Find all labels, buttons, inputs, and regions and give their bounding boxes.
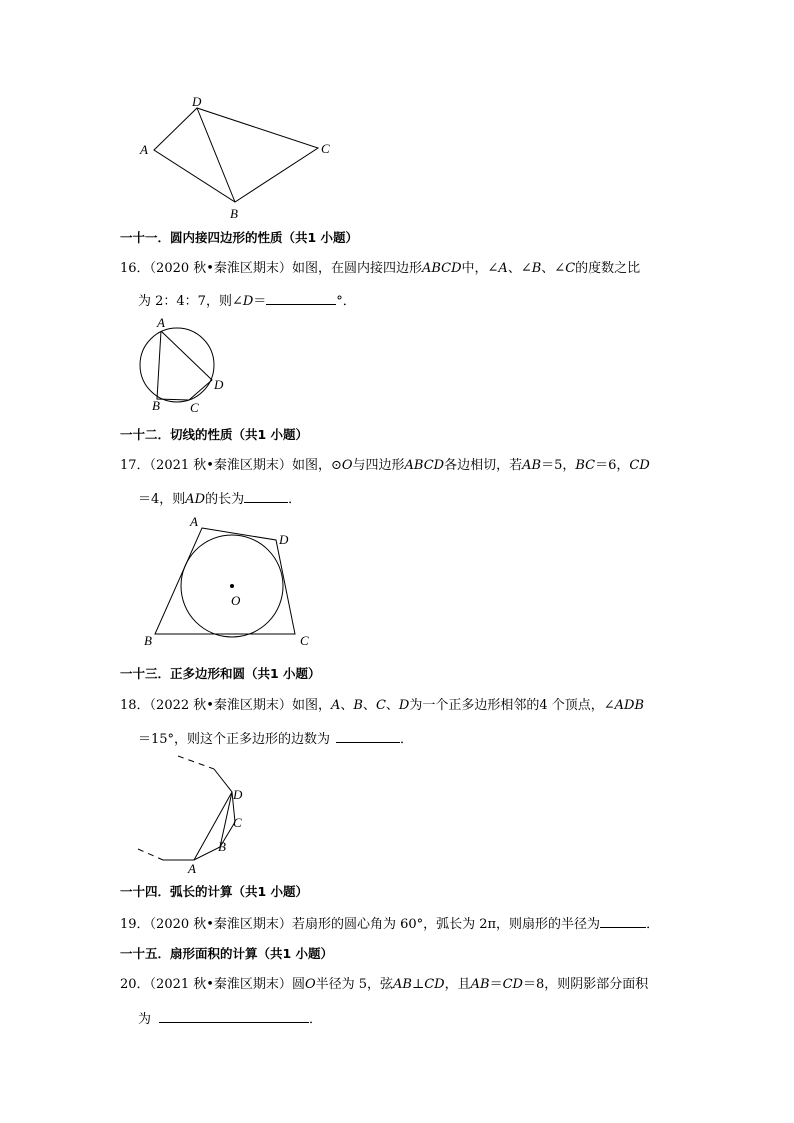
circle (140, 328, 214, 402)
figure-tangential-quadrilateral (130, 510, 330, 655)
q17-source: （2021 秋•秦淮区期末） (149, 458, 292, 473)
q18-answer-blank[interactable] (336, 730, 400, 743)
segment-ad (194, 792, 232, 860)
label-a: A (157, 315, 165, 330)
q16-answer-blank[interactable] (266, 292, 336, 305)
dashed-edge-top (178, 756, 214, 769)
q20-line2: 为 ． (138, 1012, 323, 1027)
label-d: D (214, 377, 224, 392)
label-b: B (230, 206, 238, 221)
dashed-edge-bottom (138, 849, 163, 860)
q20-line1: 20．（2021 秋•秦淮区期末）圆O半径为 5，弦AB⊥CD，且AB＝CD＝8，则阴影部分面积 (120, 977, 649, 992)
q20-source: （2021 秋•秦淮区期末） (149, 977, 292, 992)
label-a: A (190, 514, 198, 529)
section-13-title: 一十三．正多边形和圆（共1 小题） (120, 666, 321, 681)
q17-number: 17． (120, 458, 150, 473)
q20-number: 20． (120, 977, 150, 992)
label-b: B (152, 398, 160, 413)
q18-source: （2022 秋•秦淮区期末） (149, 698, 292, 713)
q16-line1: 16．（2020 秋•秦淮区期末）如图，在圆内接四边形ABCD中，∠A、∠B、∠C的度数之比 (120, 261, 641, 276)
label-c: C (233, 815, 242, 830)
center-dot (230, 584, 234, 588)
label-c: C (190, 400, 199, 415)
quad-outline (155, 528, 295, 634)
inscribed-quad (157, 331, 212, 400)
figure-quadrilateral-abcd (130, 90, 350, 225)
q18-line2: ＝15°，则这个正多边形的边数为 ． (138, 732, 414, 747)
figure-inscribed-quadrilateral (130, 310, 240, 420)
q16-number: 16． (120, 261, 150, 276)
label-o: O (231, 593, 241, 608)
figure-regular-polygon (130, 752, 270, 877)
q17-line2: ＝4，则AD的长为 ． (138, 492, 302, 507)
q19-source: （2020 秋•秦淮区期末） (149, 917, 292, 932)
q19-answer-blank[interactable] (600, 915, 646, 928)
q17-line1: 17．（2021 秋•秦淮区期末）如图，⊙O与四边形ABCD各边相切，若AB＝5，BC＝6，CD (120, 458, 650, 473)
q18-number: 18． (120, 698, 150, 713)
q19-number: 19． (120, 917, 150, 932)
label-a: A (140, 142, 148, 157)
section-12-title: 一十二．切线的性质（共1 小题） (120, 427, 309, 442)
label-b: B (144, 633, 152, 648)
q17-answer-blank[interactable] (244, 490, 288, 503)
label-c: C (300, 633, 309, 648)
q20-answer-blank[interactable] (159, 1010, 309, 1023)
label-d: D (279, 532, 289, 547)
section-14-title: 一十四．弧长的计算（共1 小题） (120, 884, 309, 899)
label-a: A (188, 861, 196, 876)
label-b: B (218, 839, 226, 854)
label-c: C (321, 141, 330, 156)
section-11-title: 一十一．圆内接四边形的性质（共1 小题） (120, 230, 359, 245)
q16-line2: 为 2：4：7，则∠D＝ °． (138, 294, 356, 309)
q19-line1: 19．（2020 秋•秦淮区期末）若扇形的圆心角为 60°，弧长为 2π，则扇形的半径为 ． (120, 917, 660, 932)
section-15-title: 一十五．扇形面积的计算（共1 小题） (120, 946, 334, 961)
diagonal-db (197, 108, 235, 202)
label-d: D (233, 787, 243, 802)
q18-line1: 18．（2022 秋•秦淮区期末）如图，A、B、C、D为一个正多边形相邻的4 个顶点，∠ADB (120, 698, 645, 713)
label-d: D (192, 94, 202, 109)
q16-source: （2020 秋•秦淮区期末） (149, 261, 292, 276)
quad-outline (154, 108, 318, 202)
